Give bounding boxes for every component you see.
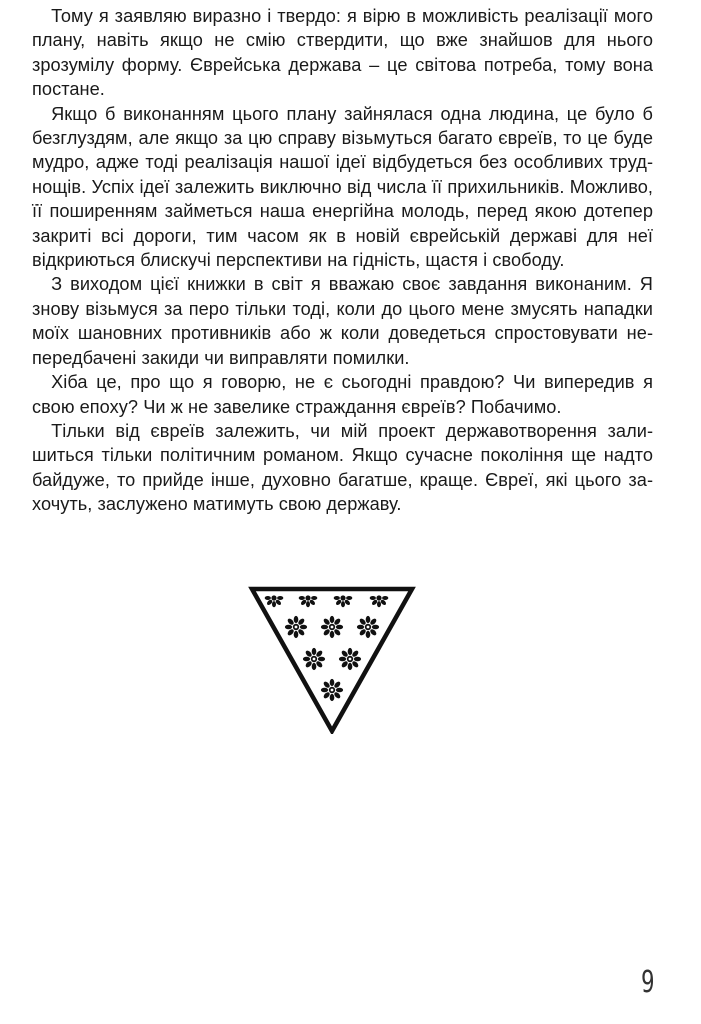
- page-number: 9: [641, 965, 655, 1000]
- body-text: [32, 4, 653, 517]
- paragraph: Тому я заявляю виразно і твердо: я вірю в можливість реалізації мого плану, навіть якщо не смію ствердити, що вже знайшов для нього зрозумілу форму. Єврейська держава – це світова потреба, тому вона постане.: [32, 6, 653, 100]
- paragraph: Хіба це, про що я говорю, не є сьогодні правдою? Чи випередив я свою епоху? Чи ж не завелике страждання євреїв? Побачимо.: [32, 372, 653, 417]
- paragraph: Якщо б виконанням цього плану зайнялася одна людина, це було б безглуздям, але якщо за цю справу візьмуться багато євреїв, то це буде мудро, адже тоді реалізація нашої ідеї відбудеться без особливих труднощів. Успіх ідеї залежить виключно від числа її прихильників. Можливо, її поширенням займеться наша енергійна молодь, перед якою дотепер закриті всі дороги, тим часом як в новій єврейській державі для неї відкриються блискучі перспективи на гідність, щастя і свободу.: [32, 103, 653, 271]
- paragraph: Тільки від євреїв залежить, чи мій проект державотворення залишиться тільки політичним романом. Якщо сучасне покоління ще надто байдуже, то прийде інше, духовно багатше, краще. Євреї, які цього захочуть, заслужено матимуть свою державу.: [32, 420, 653, 515]
- paragraph: З виходом цієї книжки в світ я вважаю своє завдання виконаним. Я знову візьмуся за перо тільки тоді, коли до цього мене змусять нападки моїх шановних противників або ж коли доведеться спростовувати непередбачені закиди чи виправляти помилки.: [32, 274, 653, 368]
- triangle-rosette-ornament-icon: [248, 586, 416, 734]
